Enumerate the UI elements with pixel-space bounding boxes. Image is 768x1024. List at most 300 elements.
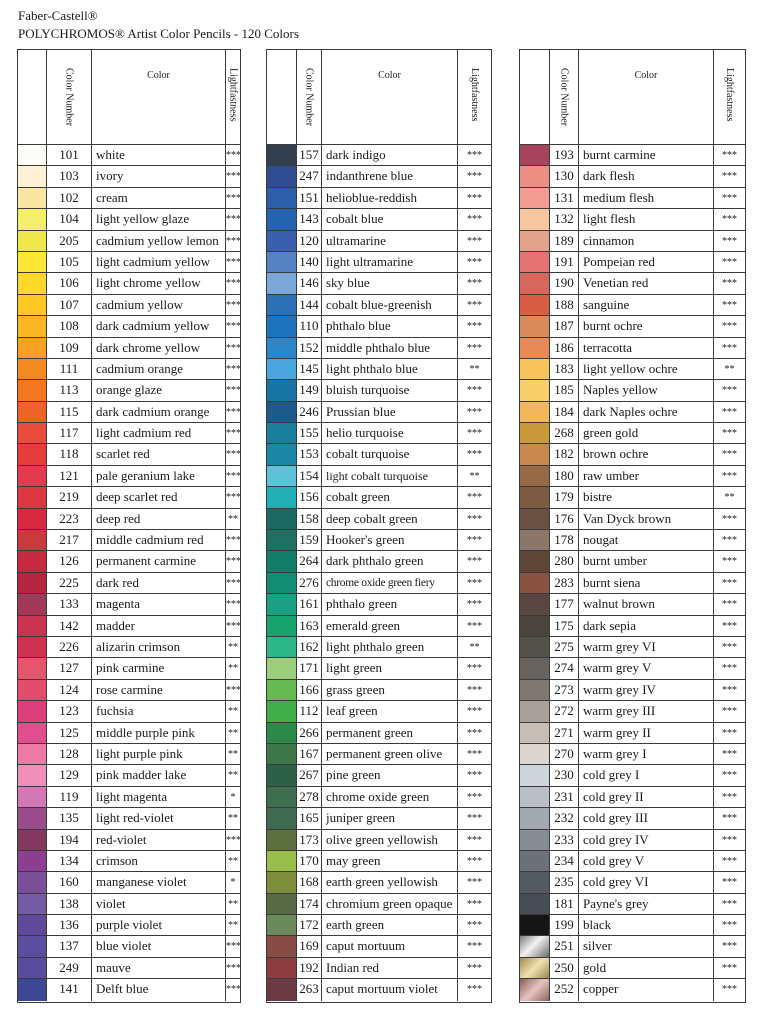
color-number: 233 [550,830,579,850]
color-number: 232 [550,808,579,828]
color-number: 146 [297,273,322,293]
table-row [18,830,240,851]
table-row [520,209,745,230]
color-swatch [267,616,297,636]
color-number: 167 [297,744,322,764]
color-swatch [18,787,47,807]
color-swatch [18,680,47,700]
color-swatch [18,658,47,678]
lightfastness-rating: ** [228,727,238,739]
color-swatch [520,295,550,315]
table-row [267,316,491,337]
color-name: burnt carmine [579,145,714,165]
color-swatch [18,808,47,828]
color-number: 168 [297,872,322,892]
table-row [520,616,745,637]
table-row [267,423,491,444]
lightfastness-rating: *** [226,834,241,846]
color-name: Hooker's green [322,530,458,550]
lightfastness-rating: *** [467,214,482,226]
lightfastness-rating: *** [226,941,241,953]
color-name: light ultramarine [322,252,458,272]
color-name: cadmium yellow lemon [92,231,226,251]
table-header [520,50,745,145]
table-row [267,466,491,487]
color-name: cold grey II [579,787,714,807]
color-swatch [267,231,297,251]
color-number: 280 [550,551,579,571]
color-swatch [520,231,550,251]
color-swatch [267,466,297,486]
color-swatch [267,338,297,358]
color-swatch [267,936,297,956]
color-number: 184 [550,402,579,422]
lightfastness-rating: *** [722,192,737,204]
lightfastness-rating: *** [722,620,737,632]
color-number: 266 [297,723,322,743]
lightfastness-rating: *** [467,941,482,953]
lightfastness-rating: *** [722,428,737,440]
color-number: 191 [550,252,579,272]
lightfastness-rating: *** [226,150,241,161]
table-row [18,680,240,701]
color-number: 275 [550,637,579,657]
table-row [267,273,491,294]
table-row [520,851,745,872]
color-number: 143 [297,209,322,229]
table-row [267,765,491,786]
color-swatch [520,594,550,614]
lightfastness-rating: *** [226,428,241,440]
color-swatch [267,979,297,1000]
color-name: caput mortuum [322,936,458,956]
lightfastness-rating: *** [467,449,482,461]
color-swatch [267,188,297,208]
lightfastness-rating: *** [722,898,737,910]
lightfastness-rating: *** [722,813,737,825]
color-name: green gold [579,423,714,443]
table-row [267,616,491,637]
lightfastness-rating: *** [722,256,737,268]
color-name: dark cadmium orange [92,402,226,422]
table-row [267,594,491,615]
color-name: middle phthalo blue [322,338,458,358]
color-swatch [520,316,550,336]
color-swatch [520,423,550,443]
color-name: manganese violet [92,872,226,892]
header-color-number-label: Color Number [558,68,570,127]
color-table-2 [266,49,492,1003]
color-name: phthalo green [322,594,458,614]
color-number: 159 [297,530,322,550]
color-swatch [520,787,550,807]
color-number: 264 [297,551,322,571]
color-name: light red-violet [92,808,226,828]
lightfastness-rating: *** [467,406,482,418]
table-row [18,530,240,551]
color-number: 182 [550,444,579,464]
color-name: indanthrene blue [322,166,458,186]
color-swatch [267,209,297,229]
color-name: light purple pink [92,744,226,764]
lightfastness-rating: *** [467,877,482,889]
table-body [267,145,491,1002]
color-swatch [267,701,297,721]
color-name: dark phthalo green [322,551,458,571]
color-name: purple violet [92,915,226,935]
color-number: 120 [297,231,322,251]
color-number: 173 [297,830,322,850]
lightfastness-rating: *** [722,641,737,653]
color-name: pink carmine [92,658,226,678]
table-row [18,338,240,359]
color-swatch [18,466,47,486]
color-name: magenta [92,594,226,614]
color-name: pink madder lake [92,765,226,785]
color-name: deep red [92,509,226,529]
color-number: 106 [47,273,92,293]
color-number: 103 [47,166,92,186]
color-name: brown ochre [579,444,714,464]
lightfastness-rating: *** [467,235,482,247]
color-number: 263 [297,979,322,1000]
color-swatch [520,145,550,165]
table-row [18,487,240,508]
color-swatch [18,958,47,978]
color-number: 234 [550,851,579,871]
color-number: 194 [47,830,92,850]
header-color-number [297,50,322,144]
lightfastness-rating: *** [467,171,482,183]
table-row [18,509,240,530]
color-name: violet [92,894,226,914]
lightfastness-rating: *** [467,599,482,611]
table-row [18,359,240,380]
color-number: 133 [47,594,92,614]
color-name: chrome oxide green fiery [322,573,458,593]
color-name: light cadmium yellow [92,252,226,272]
color-swatch [520,958,550,978]
header-color [92,50,226,144]
lightfastness-rating: *** [226,449,241,461]
table-row [18,787,240,808]
color-swatch [267,380,297,400]
color-swatch [520,936,550,956]
color-table-1 [17,49,241,1003]
table-row [267,551,491,572]
lightfastness-rating: *** [467,321,482,333]
table-row [267,145,491,166]
table-row [520,466,745,487]
color-name: may green [322,851,458,871]
table-row [267,658,491,679]
color-swatch [267,402,297,422]
color-swatch [267,359,297,379]
table-header [267,50,491,145]
color-swatch [267,894,297,914]
table-row [520,359,745,380]
table-row [267,979,491,1000]
table-row [18,273,240,294]
color-name: dark Naples ochre [579,402,714,422]
table-row [267,958,491,979]
color-table-3 [519,49,746,1003]
color-swatch [267,295,297,315]
lightfastness-rating: *** [722,984,737,996]
color-number: 163 [297,616,322,636]
color-swatch [267,808,297,828]
color-name: fuchsia [92,701,226,721]
table-row [18,380,240,401]
color-swatch [520,851,550,871]
lightfastness-rating: *** [467,513,482,525]
lightfastness-rating: *** [467,278,482,290]
color-name: ultramarine [322,231,458,251]
table-body [18,145,240,1002]
color-name: cold grey I [579,765,714,785]
color-swatch [520,530,550,550]
header-color-number-label: Color Number [63,68,75,127]
color-swatch [18,894,47,914]
color-name: sky blue [322,273,458,293]
color-name: burnt umber [579,551,714,571]
color-name: Naples yellow [579,380,714,400]
color-number: 267 [297,765,322,785]
lightfastness-rating: *** [226,684,241,696]
table-row [520,380,745,401]
color-swatch [18,444,47,464]
color-swatch [18,487,47,507]
table-row [18,444,240,465]
color-name: red-violet [92,830,226,850]
color-swatch [18,166,47,186]
lightfastness-rating: *** [722,299,737,311]
color-swatch [18,530,47,550]
color-name: burnt ochre [579,316,714,336]
lightfastness-rating: *** [467,256,482,268]
color-name: cobalt blue-greenish [322,295,458,315]
color-number: 189 [550,231,579,251]
color-number: 180 [550,466,579,486]
lightfastness-rating: *** [467,577,482,589]
table-row [267,338,491,359]
lightfastness-rating: *** [722,449,737,461]
lightfastness-rating: *** [722,235,737,247]
lightfastness-rating: *** [467,299,482,311]
color-number: 175 [550,616,579,636]
color-swatch [520,444,550,464]
color-swatch [18,830,47,850]
lightfastness-rating: *** [722,278,737,290]
table-row [267,444,491,465]
color-number: 158 [297,509,322,529]
lightfastness-rating: *** [226,535,241,547]
table-row [520,509,745,530]
color-name: cinnamon [579,231,714,251]
color-name: Indian red [322,958,458,978]
brand-title: Faber-Castell® [18,8,98,23]
table-row [520,979,745,1000]
color-swatch [18,872,47,892]
lightfastness-rating: *** [467,748,482,760]
color-swatch [18,509,47,529]
color-number: 145 [297,359,322,379]
table-row [520,487,745,508]
table-row [267,188,491,209]
header-color [579,50,714,144]
color-number: 187 [550,316,579,336]
table-row [18,573,240,594]
header-color-label: Color [378,70,401,81]
color-number: 177 [550,594,579,614]
color-number: 174 [297,894,322,914]
table-row [520,316,745,337]
color-number: 138 [47,894,92,914]
page-title: POLYCHROMOS® Artist Color Pencils - 120 Colors [18,26,299,41]
table-row [267,509,491,530]
color-number: 246 [297,402,322,422]
color-name: dark sepia [579,616,714,636]
color-name: nougat [579,530,714,550]
lightfastness-rating: *** [722,770,737,782]
table-row [18,958,240,979]
color-name: helio turquoise [322,423,458,443]
lightfastness-rating: *** [467,556,482,568]
color-swatch [267,551,297,571]
header-lightfastness-label: Lightfastness [469,68,480,122]
color-number: 178 [550,530,579,550]
color-name: light cadmium red [92,423,226,443]
color-name: warm grey VI [579,637,714,657]
color-name: warm grey V [579,658,714,678]
color-number: 134 [47,851,92,871]
color-name: light yellow ochre [579,359,714,379]
color-swatch [520,830,550,850]
lightfastness-rating: *** [226,342,241,354]
table-row [18,701,240,722]
header-lightfastness [226,50,240,144]
color-number: 169 [297,936,322,956]
header-lightfastness [458,50,491,144]
color-number: 130 [550,166,579,186]
color-name: permanent green [322,723,458,743]
table-row [520,936,745,957]
table-row [520,444,745,465]
table-row [267,573,491,594]
table-row [520,231,745,252]
color-name: dark chrome yellow [92,338,226,358]
header-swatch-blank [520,50,550,144]
color-number: 125 [47,723,92,743]
lightfastness-rating: ** [228,770,238,782]
header-color [322,50,458,144]
color-swatch [18,573,47,593]
color-swatch [267,851,297,871]
color-name: cobalt blue [322,209,458,229]
table-row [520,551,745,572]
lightfastness-rating: *** [722,834,737,846]
lightfastness-rating: *** [722,406,737,418]
color-number: 108 [47,316,92,336]
color-name: Pompeian red [579,252,714,272]
color-swatch [18,316,47,336]
color-number: 131 [550,188,579,208]
table-row [520,166,745,187]
color-swatch [267,316,297,336]
color-swatch [18,252,47,272]
color-number: 231 [550,787,579,807]
header-color-label: Color [147,70,170,81]
color-number: 155 [297,423,322,443]
header-color-number [47,50,92,144]
color-swatch [18,231,47,251]
table-header [18,50,240,145]
color-name: dark red [92,573,226,593]
color-swatch [18,188,47,208]
table-row [18,658,240,679]
header-color-number-label: Color Number [303,68,315,127]
lightfastness-rating: *** [226,278,241,290]
color-swatch [520,744,550,764]
table-row [18,316,240,337]
color-swatch [267,915,297,935]
color-name: cold grey V [579,851,714,871]
color-name: leaf green [322,701,458,721]
color-swatch [267,252,297,272]
color-swatch [267,765,297,785]
lightfastness-rating: *** [226,321,241,333]
lightfastness-rating: *** [467,770,482,782]
lightfastness-rating: *** [467,984,482,996]
color-name: blue violet [92,936,226,956]
color-swatch [520,188,550,208]
table-row [520,637,745,658]
table-row [267,231,491,252]
color-swatch [18,423,47,443]
color-name: light phthalo blue [322,359,458,379]
color-swatch [520,209,550,229]
color-number: 172 [297,915,322,935]
color-number: 235 [550,872,579,892]
color-number: 199 [550,915,579,935]
lightfastness-rating: *** [467,385,482,397]
lightfastness-rating: *** [722,791,737,803]
color-name: burnt siena [579,573,714,593]
color-number: 154 [297,466,322,486]
color-number: 183 [550,359,579,379]
color-name: light cobalt turquoise [322,466,458,486]
color-name: orange glaze [92,380,226,400]
color-number: 140 [297,252,322,272]
color-name: bluish turquoise [322,380,458,400]
color-name: walnut brown [579,594,714,614]
color-number: 117 [47,423,92,443]
lightfastness-rating: ** [724,363,735,375]
lightfastness-rating: *** [722,385,737,397]
color-name: caput mortuum violet [322,979,458,1000]
lightfastness-rating: *** [467,428,482,440]
color-number: 135 [47,808,92,828]
color-name: chromium green opaque [322,894,458,914]
color-swatch [520,338,550,358]
lightfastness-rating: *** [226,556,241,568]
table-body [520,145,745,1002]
table-row [18,744,240,765]
color-swatch [520,551,550,571]
color-number: 190 [550,273,579,293]
color-name: madder [92,616,226,636]
table-row [520,273,745,294]
